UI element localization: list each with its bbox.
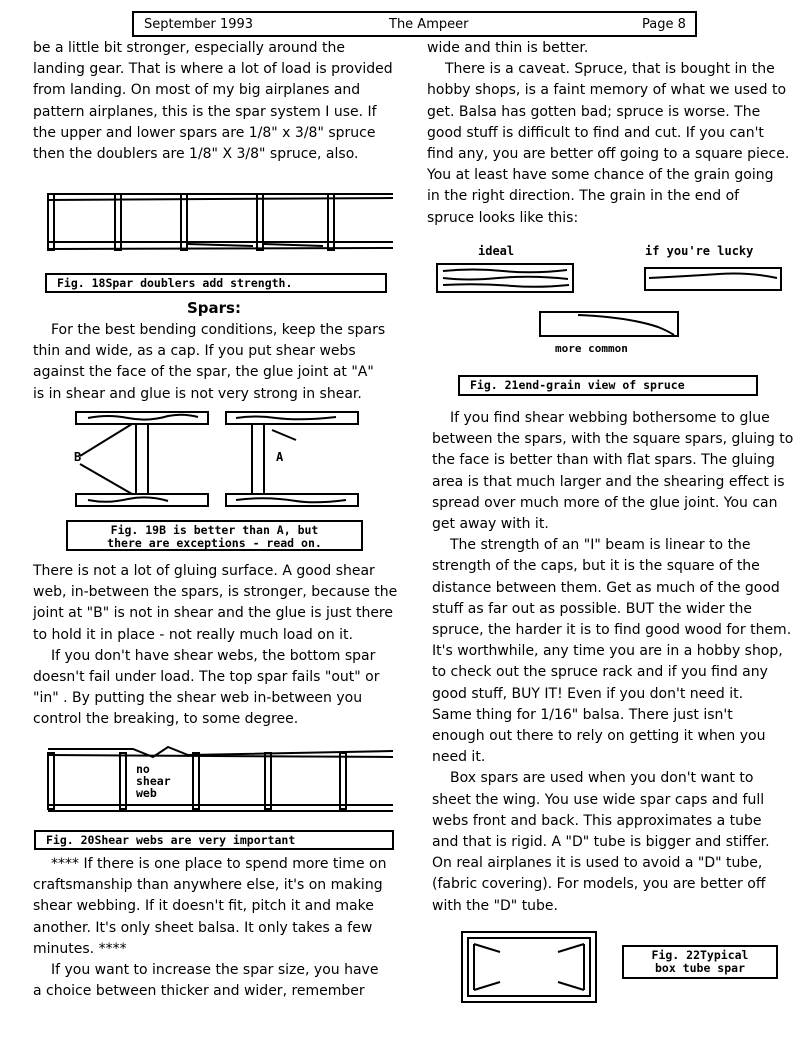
text-line: to check out the spruce rack and if you find any bbox=[432, 664, 768, 681]
fig22-drawing bbox=[460, 930, 600, 1004]
text-line: minutes. **** bbox=[33, 940, 127, 957]
fig20-caption: Fig. 20Shear webs are very important bbox=[34, 830, 394, 850]
text-line: get away with it. bbox=[432, 516, 549, 533]
col1-paragraph-1 bbox=[33, 38, 413, 165]
text-line: enough out there to rely on getting it when you bbox=[432, 728, 766, 745]
text-line: spruce, the harder it is to find good wood for them. bbox=[432, 622, 792, 639]
text-line: sheet the wing. You use wide spar caps and full bbox=[432, 791, 765, 808]
col2-paragraph-1 bbox=[427, 38, 809, 229]
label-line: no bbox=[136, 762, 150, 776]
text-line: spread over much more of the glue joint. You can bbox=[432, 494, 778, 511]
text-line: webs front and back. This approximates a tube bbox=[432, 812, 762, 829]
header-title: The Ampeer bbox=[389, 17, 469, 32]
text-line: There is a caveat. Spruce, that is bought in the bbox=[445, 61, 775, 78]
text-line: find any, you are better off going to a square piece. bbox=[427, 146, 790, 163]
fig21-drawing-top bbox=[435, 262, 795, 296]
col2-paragraph-2 bbox=[432, 408, 811, 917]
text-line: There is not a lot of gluing surface. A good shear bbox=[33, 563, 375, 579]
caption-line: Fig. 22Typical bbox=[651, 948, 749, 962]
fig18-caption: Fig. 18Spar doublers add strength. bbox=[45, 273, 387, 293]
text-line: need it. bbox=[432, 749, 486, 766]
caption-line: there are exceptions - read on. bbox=[107, 536, 322, 550]
fig22-caption bbox=[622, 945, 778, 979]
text-line: stuff as far out as possible. BUT the wider the bbox=[432, 600, 753, 617]
fig21-label-lucky: if you're lucky bbox=[645, 244, 754, 258]
fig18-drawing bbox=[38, 186, 393, 258]
text-line: the upper and lower spars are 1/8" x 3/8" spruce bbox=[33, 124, 376, 141]
text-line: from landing. On most of my big airplanes and bbox=[33, 82, 361, 99]
section-heading-spars: Spars: bbox=[187, 299, 241, 317]
text-line: and that is rigid. A "D" tube is bigger and stiffer. bbox=[432, 834, 770, 851]
fig20-drawing bbox=[38, 743, 393, 817]
text-line: Box spars are used when you don't want to bbox=[450, 770, 754, 787]
text-line: craftsmanship than anywhere else, it's on making bbox=[33, 877, 383, 894]
text-line: good stuff is difficult to find and cut. If you can't bbox=[427, 124, 764, 141]
text-line: pattern airplanes, this is the spar system I use. If bbox=[33, 103, 377, 120]
caption-line: Fig. 19B is better than A, but bbox=[110, 523, 319, 537]
text-line: hobby shops, is a faint memory of what we used to bbox=[427, 82, 787, 99]
text-line: landing gear. That is where a lot of load is provided bbox=[33, 61, 393, 78]
text-line: with the "D" tube. bbox=[432, 897, 558, 914]
fig21-caption: Fig. 21end-grain view of spruce bbox=[458, 375, 758, 396]
text-line: then the doublers are 1/8" X 3/8" spruce, also. bbox=[33, 146, 359, 163]
fig20-label bbox=[136, 763, 171, 799]
text-line: It's worthwhile, any time you are in a hobby shop, bbox=[432, 643, 783, 660]
col1-paragraph-2 bbox=[33, 320, 413, 405]
text-line: If you want to increase the spar size, you have bbox=[51, 962, 379, 979]
text-line: control the breaking, to some degree. bbox=[33, 711, 299, 728]
header-date: September 1993 bbox=[144, 17, 254, 32]
col1-paragraph-5 bbox=[33, 854, 413, 1002]
text-line: in the right direction. The grain in the end of bbox=[427, 188, 740, 205]
text-line: web, in-between the spars, is stronger, because the bbox=[33, 584, 398, 601]
text-line: another. It's only sheet balsa. It only takes a few bbox=[33, 919, 373, 936]
text-line: against the face of the spar, the glue joint at "A" bbox=[33, 364, 374, 381]
col1-paragraph-3 bbox=[33, 561, 413, 731]
fig21-drawing-bottom bbox=[538, 310, 683, 338]
text-line: to hold it in place - not really much load on it. bbox=[33, 626, 353, 643]
fig19-caption bbox=[66, 520, 363, 551]
label-line: web bbox=[136, 786, 157, 800]
text-line: strength of the caps, but it is the square of the bbox=[432, 558, 760, 575]
header-page: Page 8 bbox=[642, 17, 686, 32]
text-line: (fabric covering). For models, you are better off bbox=[432, 876, 766, 893]
text-line: The strength of an "I" beam is linear to the bbox=[450, 537, 751, 554]
text-line: If you don't have shear webs, the bottom spar bbox=[51, 647, 376, 664]
text-line: a choice between thicker and wider, remember bbox=[33, 983, 365, 1000]
text-line: If you find shear webbing bothersome to glue bbox=[450, 410, 770, 426]
text-line: shear webbing. If it doesn't fit, pitch it and make bbox=[33, 898, 374, 915]
text-line: joint at "B" is not in shear and the glue is just there bbox=[33, 605, 393, 622]
caption-line: box tube spar bbox=[654, 961, 745, 975]
fig19-label-b: B bbox=[74, 450, 82, 464]
fig19-drawing bbox=[60, 408, 360, 512]
text-line: between the spars, with the square spars, gluing to bbox=[432, 431, 794, 448]
page-header bbox=[132, 11, 697, 37]
text-line: On real airplanes it is used to avoid a "D" tube, bbox=[432, 855, 763, 872]
fig21-label-common: more common bbox=[555, 342, 628, 355]
text-line: "in" . By putting the shear web in-between you bbox=[33, 690, 363, 707]
text-line: get. Balsa has gotten bad; spruce is worse. The bbox=[427, 103, 761, 120]
text-line: doesn't fail under load. The top spar fails "out" or bbox=[33, 669, 380, 686]
text-line: area is that much larger and the shearing effect is bbox=[432, 473, 785, 490]
text-line: Same thing for 1/16" balsa. There just isn't bbox=[432, 706, 733, 723]
text-line: be a little bit stronger, especially around the bbox=[33, 40, 345, 56]
fig19-label-a: A bbox=[276, 450, 284, 464]
text-line: You at least have some chance of the grain going bbox=[427, 167, 774, 184]
text-line: spruce looks like this: bbox=[427, 209, 579, 226]
text-line: wide and thin is better. bbox=[427, 40, 589, 56]
text-line: is in shear and glue is not very strong in shear. bbox=[33, 385, 362, 402]
text-line: distance between them. Get as much of the good bbox=[432, 579, 780, 596]
label-line: shear bbox=[136, 774, 171, 788]
text-line: thin and wide, as a cap. If you put shear webs bbox=[33, 343, 356, 360]
text-line: good stuff, BUY IT! Even if you don't need it. bbox=[432, 685, 744, 702]
text-line: For the best bending conditions, keep the spars bbox=[51, 322, 386, 338]
text-line: the face is better than with flat spars. The gluing bbox=[432, 452, 775, 469]
text-line: **** If there is one place to spend more time on bbox=[51, 856, 387, 872]
fig21-label-ideal: ideal bbox=[478, 244, 515, 258]
